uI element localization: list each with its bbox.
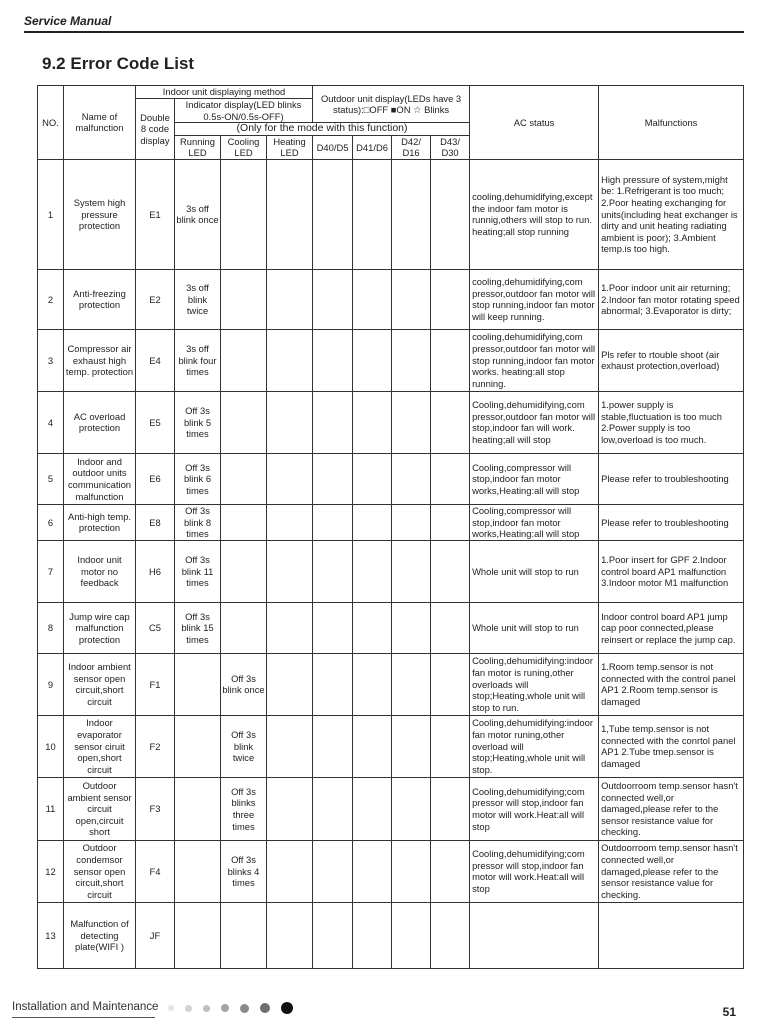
heating-led	[267, 602, 313, 653]
table-row	[38, 453, 744, 504]
header-cooling-led: Cooling LED	[221, 135, 267, 159]
running-led	[175, 653, 221, 715]
header-d40-d5: D40/D5	[313, 135, 353, 159]
running-led	[175, 840, 221, 902]
heating-led	[267, 540, 313, 602]
table-row	[38, 602, 744, 653]
cooling-led	[221, 540, 267, 602]
d42-d16	[392, 504, 431, 540]
ac-status: Cooling,dehumidifying;com pressor will stop,indoor fan motor will work.Heat:all will stop	[470, 840, 599, 902]
d41-d6	[353, 391, 392, 453]
page-indicator-dots	[168, 1001, 304, 1015]
cooling-led: Off 3s blink once	[221, 653, 267, 715]
d43-d30	[431, 540, 470, 602]
malfunction-cause: Indoor control board AP1 jump cap poor connected,please reinsert or replace the jump cap.	[599, 602, 744, 653]
malfunction-cause: 1.Poor indoor unit air returning; 2.Indoor fan motor rotating speed abnormal; 3.Evaporator is dirty;	[599, 269, 744, 329]
footer-rule	[12, 1017, 155, 1018]
malfunction-cause: High pressure of system,might be: 1.Refrigerant is too much; 2.Poor heating exchanging for units(including heat exchanger is dirty and unit heating radiating ambient is poor); 3.Ambient temp.is too high.	[599, 159, 744, 269]
malfunction-name: Indoor and outdoor units communication malfunction	[64, 453, 136, 504]
double-code: JF	[136, 902, 175, 968]
d43-d30	[431, 269, 470, 329]
malfunction-name: AC overload protection	[64, 391, 136, 453]
table-header	[38, 86, 744, 160]
row-number: 2	[38, 269, 64, 329]
d43-d30	[431, 715, 470, 777]
d41-d6	[353, 329, 392, 391]
footer-label: Installation and Maintenance	[12, 1001, 159, 1013]
header-heating-led: Heating LED	[267, 135, 313, 159]
double-code: F4	[136, 840, 175, 902]
malfunction-name: Anti-high temp. protection	[64, 504, 136, 540]
header-only-mode: (Only for the mode with this function)	[175, 123, 470, 136]
d42-d16	[392, 777, 431, 840]
double-code: F2	[136, 715, 175, 777]
page-dot	[168, 1005, 174, 1011]
row-number: 1	[38, 159, 64, 269]
d42-d16	[392, 159, 431, 269]
double-code: E5	[136, 391, 175, 453]
malfunction-name: Indoor ambient sensor open circuit,short circuit	[64, 653, 136, 715]
malfunction-name: Outdoor ambient sensor circuit open,circuit short	[64, 777, 136, 840]
d42-d16	[392, 902, 431, 968]
running-led: Off 3s blink 11 times	[175, 540, 221, 602]
row-number: 8	[38, 602, 64, 653]
header-rule	[24, 31, 744, 33]
d40-d5	[313, 269, 353, 329]
d42-d16	[392, 715, 431, 777]
running-led: 3s off blink twice	[175, 269, 221, 329]
row-number: 11	[38, 777, 64, 840]
malfunction-name: Jump wire cap malfunction protection	[64, 602, 136, 653]
malfunction-name: Outdoor condemsor sensor open circuit,short circuit	[64, 840, 136, 902]
header-double-code: Double 8 code display	[136, 99, 175, 160]
cooling-led	[221, 453, 267, 504]
double-code: E1	[136, 159, 175, 269]
table-row	[38, 159, 744, 269]
row-number: 10	[38, 715, 64, 777]
header-outdoor-group: Outdoor unit display(LEDs have 3 status):□OFF ■ON ☆ Blinks	[313, 86, 470, 123]
heating-led	[267, 840, 313, 902]
table-row	[38, 540, 744, 602]
malfunction-cause	[599, 902, 744, 968]
cooling-led	[221, 329, 267, 391]
malfunction-name: Malfunction of detecting plate(WIFI )	[64, 902, 136, 968]
d42-d16	[392, 653, 431, 715]
d41-d6	[353, 540, 392, 602]
malfunction-cause: Please refer to troubleshooting	[599, 453, 744, 504]
d42-d16	[392, 391, 431, 453]
malfunction-name: Anti-freezing protection	[64, 269, 136, 329]
row-number: 4	[38, 391, 64, 453]
malfunction-cause: Outdoorroom temp.sensor hasn't connected well,or damaged,please refer to the sensor resistance value for checking.	[599, 840, 744, 902]
d43-d30	[431, 504, 470, 540]
ac-status: Whole unit will stop to run	[470, 540, 599, 602]
malfunction-cause: 1.Poor insert for GPF 2.Indoor control board AP1 malfunction 3.Indoor motor M1 malfunction	[599, 540, 744, 602]
double-code: H6	[136, 540, 175, 602]
cooling-led	[221, 504, 267, 540]
d43-d30	[431, 453, 470, 504]
running-led: 3s off blink once	[175, 159, 221, 269]
page-dot	[281, 1002, 293, 1014]
malfunction-cause: Outdoorroom temp.sensor hasn't connected well,or damaged,please refer to the sensor resistance value for checking.	[599, 777, 744, 840]
running-led	[175, 902, 221, 968]
heating-led	[267, 391, 313, 453]
d42-d16	[392, 840, 431, 902]
d40-d5	[313, 653, 353, 715]
header-indicator: Indicator display(LED blinks 0.5s-ON/0.5s-OFF)	[175, 99, 313, 123]
row-number: 7	[38, 540, 64, 602]
heating-led	[267, 159, 313, 269]
running-led: Off 3s blink 15 times	[175, 602, 221, 653]
header-name: Name of malfunction	[64, 86, 136, 160]
page-number: 51	[722, 1005, 736, 1019]
table-row	[38, 269, 744, 329]
page-dot	[240, 1004, 249, 1013]
heating-led	[267, 777, 313, 840]
table-row	[38, 504, 744, 540]
d40-d5	[313, 715, 353, 777]
d42-d16	[392, 329, 431, 391]
page-dot	[221, 1004, 229, 1012]
d41-d6	[353, 453, 392, 504]
malfunction-cause: 1.Room temp.sensor is not connected with the control panel AP1 2.Room temp.sensor is damaged	[599, 653, 744, 715]
double-code: E6	[136, 453, 175, 504]
d41-d6	[353, 504, 392, 540]
double-code: F3	[136, 777, 175, 840]
table-row	[38, 902, 744, 968]
heating-led	[267, 653, 313, 715]
table-row	[38, 329, 744, 391]
table-row	[38, 840, 744, 902]
header-title: Service Manual	[24, 14, 112, 28]
double-code: E2	[136, 269, 175, 329]
d40-d5	[313, 602, 353, 653]
malfunction-name: Compressor air exhaust high temp. protection	[64, 329, 136, 391]
d40-d5	[313, 504, 353, 540]
row-number: 5	[38, 453, 64, 504]
malfunction-cause: 1.power supply is stable,fluctuation is too much 2.Power supply is too low,overload is too much.	[599, 391, 744, 453]
malfunction-name: System high pressure protection	[64, 159, 136, 269]
d41-d6	[353, 777, 392, 840]
double-code: F1	[136, 653, 175, 715]
heating-led	[267, 329, 313, 391]
d41-d6	[353, 159, 392, 269]
running-led: Off 3s blink 6 times	[175, 453, 221, 504]
cooling-led: Off 3s blink twice	[221, 715, 267, 777]
table-body	[38, 159, 744, 968]
ac-status: Cooling,dehumidifying:indoor fan motor runing,other overload will stop;Heating,whole unit will stop.	[470, 715, 599, 777]
d41-d6	[353, 653, 392, 715]
header-no: NO.	[38, 86, 64, 160]
d41-d6	[353, 902, 392, 968]
d41-d6	[353, 269, 392, 329]
running-led: Off 3s blink 8 times	[175, 504, 221, 540]
d42-d16	[392, 540, 431, 602]
page-dot	[260, 1003, 270, 1013]
header-running-led: Running LED	[175, 135, 221, 159]
cooling-led	[221, 269, 267, 329]
malfunction-cause: 1,Tube temp.sensor is not connected with the conrtol panel AP1 2.Tube tmep.sensor is damaged	[599, 715, 744, 777]
ac-status: Cooling,dehumidifying:indoor fan motor is runing,other overloads will stop;Heating,whole unit will stop to run.	[470, 653, 599, 715]
d43-d30	[431, 329, 470, 391]
running-led: Off 3s blink 5 times	[175, 391, 221, 453]
malfunction-cause: Please refer to troubleshooting	[599, 504, 744, 540]
cooling-led: Off 3s blinks three times	[221, 777, 267, 840]
d41-d6	[353, 840, 392, 902]
cooling-led: Off 3s blinks 4 times	[221, 840, 267, 902]
table-row	[38, 777, 744, 840]
d41-d6	[353, 715, 392, 777]
heating-led	[267, 504, 313, 540]
d43-d30	[431, 159, 470, 269]
row-number: 6	[38, 504, 64, 540]
running-led: 3s off blink four times	[175, 329, 221, 391]
header-d43-d30: D43/ D30	[431, 135, 470, 159]
header-d42-d16: D42/ D16	[392, 135, 431, 159]
cooling-led	[221, 391, 267, 453]
ac-status: cooling,dehumidifying,com pressor,outdoor fan motor will stop running,indoor fan motor works. heating:all stop running.	[470, 329, 599, 391]
table-row	[38, 653, 744, 715]
heating-led	[267, 902, 313, 968]
malfunction-cause: Pls refer to rtouble shoot (air exhaust protection,overload)	[599, 329, 744, 391]
d43-d30	[431, 840, 470, 902]
ac-status: cooling,dehumidifying,except the indoor fam motor is runnig,others will stop to run. heating;all stop running	[470, 159, 599, 269]
double-code: E4	[136, 329, 175, 391]
d41-d6	[353, 602, 392, 653]
cooling-led	[221, 159, 267, 269]
malfunction-name: Indoor unit motor no feedback	[64, 540, 136, 602]
row-number: 9	[38, 653, 64, 715]
ac-status: Cooling,dehumidifying;com pressor will stop,indoor fan motor will work.Heat:all will stop	[470, 777, 599, 840]
d40-d5	[313, 902, 353, 968]
d43-d30	[431, 653, 470, 715]
cooling-led	[221, 602, 267, 653]
ac-status: cooling,dehumidifying,com pressor,outdoor fan motor will stop running,indoor fan motor will keep running.	[470, 269, 599, 329]
d43-d30	[431, 902, 470, 968]
d42-d16	[392, 453, 431, 504]
d40-d5	[313, 540, 353, 602]
d40-d5	[313, 777, 353, 840]
double-code: E8	[136, 504, 175, 540]
ac-status	[470, 902, 599, 968]
d40-d5	[313, 453, 353, 504]
error-code-table	[37, 85, 744, 969]
table-row	[38, 715, 744, 777]
d40-d5	[313, 391, 353, 453]
table-row	[38, 391, 744, 453]
ac-status: Cooling,dehumidifying,com pressor,outdoor fan motor will stop,indoor fan will work. heating;all will stop	[470, 391, 599, 453]
d40-d5	[313, 329, 353, 391]
ac-status: Cooling,compressor will stop,indoor fan motor works,Heating:all will stop	[470, 504, 599, 540]
heating-led	[267, 715, 313, 777]
d40-d5	[313, 840, 353, 902]
section-title: 9.2 Error Code List	[42, 54, 195, 73]
d43-d30	[431, 777, 470, 840]
d42-d16	[392, 269, 431, 329]
running-led	[175, 715, 221, 777]
ac-status: Whole unit will stop to run	[470, 602, 599, 653]
header-ac-status: AC status	[470, 86, 599, 160]
cooling-led	[221, 902, 267, 968]
row-number: 13	[38, 902, 64, 968]
header-indoor-group: Indoor unit displaying method	[136, 86, 313, 99]
page-dot	[203, 1005, 210, 1012]
malfunction-name: Indoor evaporator sensor ciruit open,short circuit	[64, 715, 136, 777]
d40-d5	[313, 159, 353, 269]
heating-led	[267, 453, 313, 504]
row-number: 12	[38, 840, 64, 902]
header-d41-d6: D41/D6	[353, 135, 392, 159]
d43-d30	[431, 391, 470, 453]
header-malfunctions: Malfunctions	[599, 86, 744, 160]
page-dot	[185, 1005, 192, 1012]
d43-d30	[431, 602, 470, 653]
double-code: C5	[136, 602, 175, 653]
d42-d16	[392, 602, 431, 653]
heating-led	[267, 269, 313, 329]
row-number: 3	[38, 329, 64, 391]
ac-status: Cooling,compressor will stop,indoor fan motor works,Heating:all will stop	[470, 453, 599, 504]
running-led	[175, 777, 221, 840]
